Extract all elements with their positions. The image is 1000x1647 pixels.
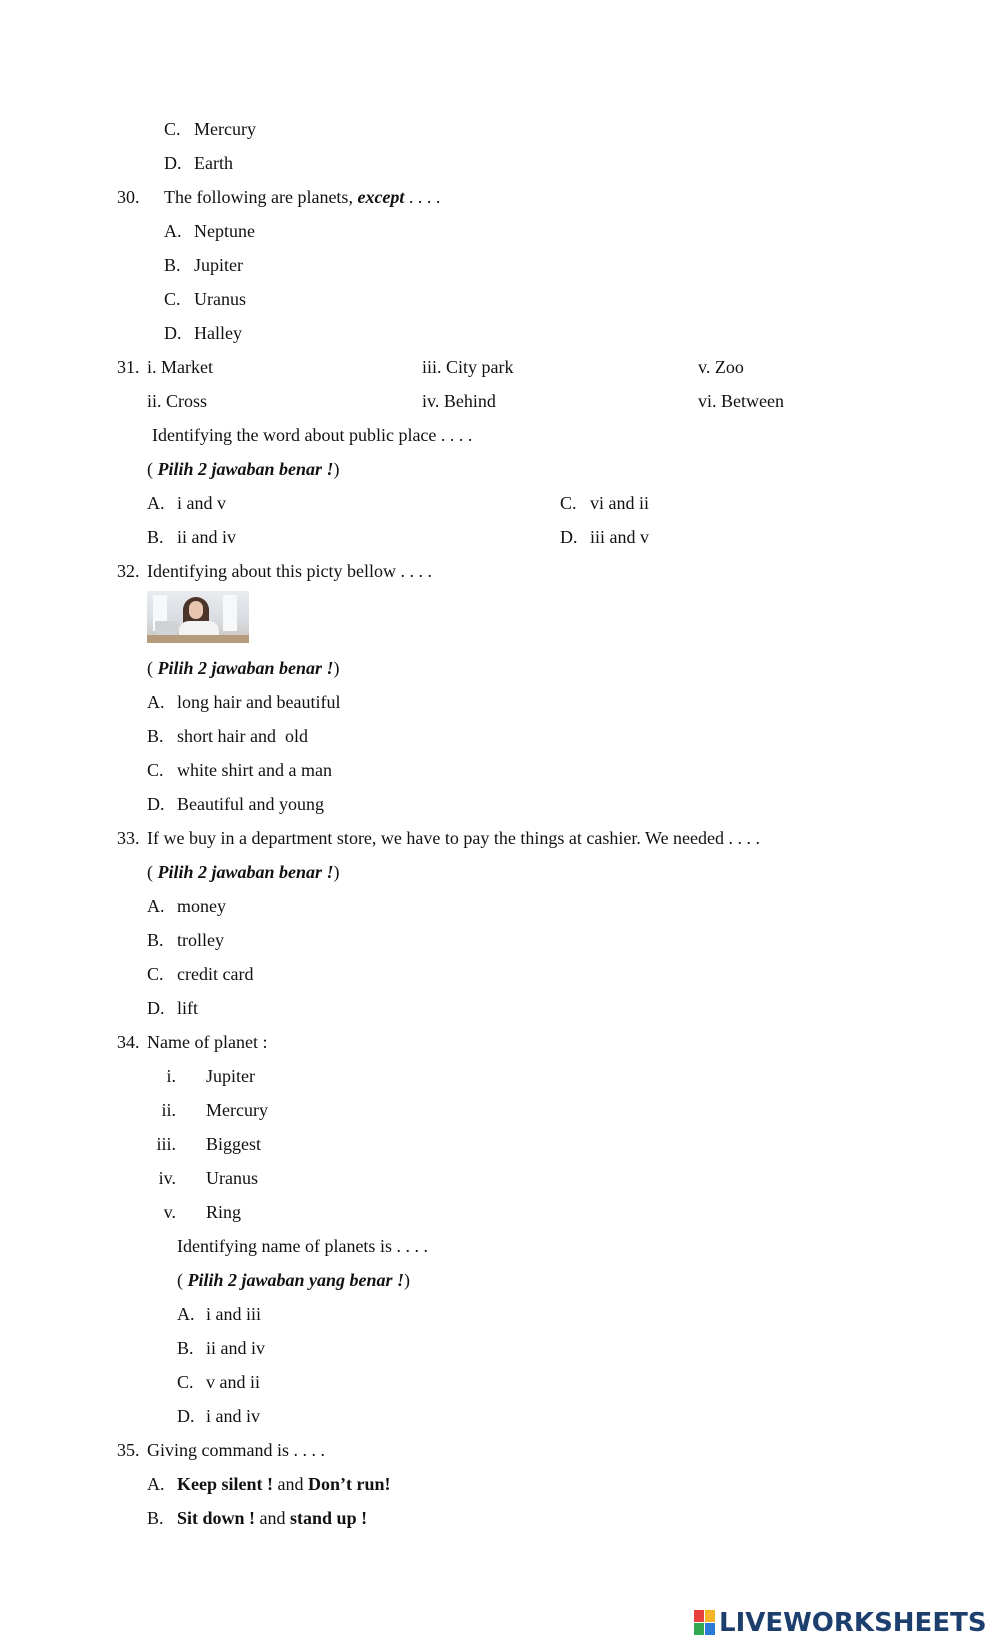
q32-option-b[interactable]: short hair and old (177, 726, 308, 746)
q30-option-b-letter: B. (164, 255, 181, 275)
q32-option-b-letter: B. (147, 726, 164, 746)
q34-list-roman: ii. (161, 1100, 176, 1120)
q35-stem: Giving command is . . . . (147, 1440, 325, 1460)
q31-item-vi: vi. Between (698, 391, 784, 411)
q30-option-b[interactable]: Jupiter (194, 255, 243, 275)
q29-option-d-text[interactable]: Earth (194, 153, 233, 173)
q31-item-iii: iii. City park (422, 357, 514, 377)
q34-list-roman: iii. (156, 1134, 176, 1154)
q31-item-i: i. Market (147, 357, 213, 377)
q34-stem: Name of planet : (147, 1032, 268, 1052)
q34-list-roman: v. (163, 1202, 176, 1222)
q31-option-b-letter: B. (147, 527, 164, 547)
q31-stem: Identifying the word about public place . . . . (152, 425, 473, 445)
liveworksheets-logo-text: LIVEWORKSHEETS (719, 1608, 987, 1638)
q33-option-d-letter: D. (147, 998, 165, 1018)
q31-option-d-letter: D. (560, 527, 578, 547)
q31-option-a[interactable]: i and v (177, 493, 226, 513)
q32-photo-woman-at-laptop (147, 591, 249, 643)
q30-emphasis: except (357, 187, 405, 207)
q34-list-roman: iv. (158, 1168, 176, 1188)
q31-option-c-letter: C. (560, 493, 577, 513)
q34-list-roman: i. (166, 1066, 176, 1086)
q35-option-b[interactable]: Sit down ! and stand up ! (177, 1508, 368, 1528)
q31-option-a-letter: A. (147, 493, 165, 513)
q31-item-iv: iv. Behind (422, 391, 496, 411)
q34-option-d[interactable]: i and iv (206, 1406, 260, 1426)
q30-number: 30. (117, 187, 140, 207)
q34-prompt: Identifying name of planets is . . . . (177, 1236, 428, 1256)
q34-number: 34. (117, 1032, 140, 1052)
q34-option-d-letter: D. (177, 1406, 195, 1426)
q33-option-b[interactable]: trolley (177, 930, 224, 950)
q33-option-d[interactable]: lift (177, 998, 198, 1018)
liveworksheets-logo[interactable] (694, 1608, 987, 1638)
q33-option-c-letter: C. (147, 964, 164, 984)
q34-option-a-letter: A. (177, 1304, 195, 1324)
q32-option-c-letter: C. (147, 760, 164, 780)
q34-option-c[interactable]: v and ii (206, 1372, 260, 1392)
q33-option-b-letter: B. (147, 930, 164, 950)
q30-option-a-letter: A. (164, 221, 182, 241)
q31-option-c[interactable]: vi and ii (590, 493, 649, 513)
q35-number: 35. (117, 1440, 140, 1460)
q32-option-c[interactable]: white shirt and a man (177, 760, 332, 780)
q31-instruction: ( Pilih 2 jawaban benar !) (147, 459, 340, 479)
q34-list-item: Jupiter (206, 1066, 255, 1086)
q33-option-c[interactable]: credit card (177, 964, 254, 984)
q32-stem: Identifying about this picty bellow . . . . (147, 561, 432, 581)
q31-number: 31. (117, 357, 140, 377)
q30-option-a[interactable]: Neptune (194, 221, 255, 241)
q34-option-a[interactable]: i and iii (206, 1304, 261, 1324)
q32-option-d[interactable]: Beautiful and young (177, 794, 324, 814)
q29-option-d-letter: D. (164, 153, 182, 173)
q33-option-a[interactable]: money (177, 896, 226, 916)
q31-item-v: v. Zoo (698, 357, 744, 377)
q34-instruction: ( Pilih 2 jawaban yang benar !) (177, 1270, 411, 1290)
q32-number: 32. (117, 561, 140, 581)
q33-instruction: ( Pilih 2 jawaban benar !) (147, 862, 340, 882)
q30-option-c[interactable]: Uranus (194, 289, 246, 309)
q30-option-d[interactable]: Halley (194, 323, 242, 343)
q30-stem: The following are planets, except . . . . (164, 187, 441, 207)
q33-stem: If we buy in a department store, we have to pay the things at cashier. We needed . . . . (147, 828, 761, 848)
q34-list-item: Biggest (206, 1134, 262, 1154)
liveworksheets-logo-icon (694, 1610, 716, 1636)
q30-option-d-letter: D. (164, 323, 182, 343)
q34-option-c-letter: C. (177, 1372, 194, 1392)
q34-list-item: Ring (206, 1202, 242, 1222)
q31-item-ii: ii. Cross (147, 391, 208, 411)
q35-option-a[interactable]: Keep silent ! and Don’t run! (177, 1474, 391, 1494)
q32-option-a[interactable]: long hair and beautiful (177, 692, 341, 712)
q35-option-b-letter: B. (147, 1508, 164, 1528)
q32-instruction: ( Pilih 2 jawaban benar !) (147, 658, 340, 678)
q34-list-item: Uranus (206, 1168, 258, 1188)
q31-option-d[interactable]: iii and v (590, 527, 649, 547)
q29-option-c-text[interactable]: Mercury (194, 119, 256, 139)
q33-number: 33. (117, 828, 140, 848)
q34-list-item: Mercury (206, 1100, 268, 1120)
q32-option-a-letter: A. (147, 692, 165, 712)
q34-option-b[interactable]: ii and iv (206, 1338, 265, 1358)
q30-option-c-letter: C. (164, 289, 181, 309)
q32-option-d-letter: D. (147, 794, 165, 814)
q33-option-a-letter: A. (147, 896, 165, 916)
q29-option-c-letter: C. (164, 119, 181, 139)
q35-option-a-letter: A. (147, 1474, 165, 1494)
q34-option-b-letter: B. (177, 1338, 194, 1358)
q31-option-b[interactable]: ii and iv (177, 527, 236, 547)
